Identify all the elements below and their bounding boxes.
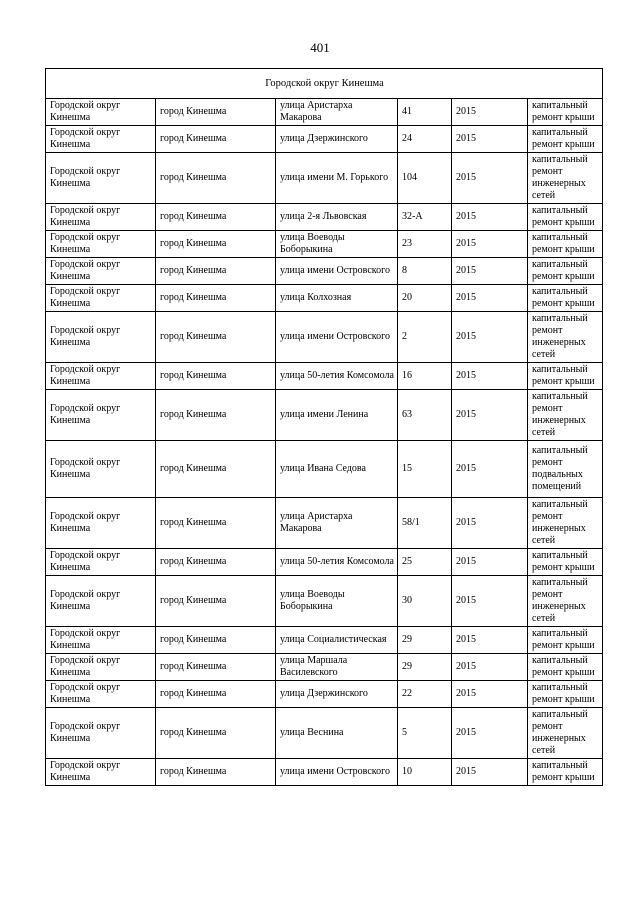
work-type-cell: капитальный ремонт инженерных сетей — [528, 708, 603, 759]
work-type-cell: капитальный ремонт крыши — [528, 204, 603, 231]
city-cell: город Кинешма — [156, 549, 276, 576]
district-cell: Городской округ Кинешма — [46, 549, 156, 576]
city-cell: город Кинешма — [156, 99, 276, 126]
district-cell: Городской округ Кинешма — [46, 759, 156, 786]
district-cell: Городской округ Кинешма — [46, 708, 156, 759]
table-row — [46, 654, 603, 681]
street-cell: улица имени Островского — [276, 258, 398, 285]
table-row — [46, 285, 603, 312]
city-cell: город Кинешма — [156, 126, 276, 153]
street-cell: улица Ивана Седова — [276, 441, 398, 498]
page-number: 401 — [310, 40, 330, 55]
house-number-cell: 2 — [398, 312, 452, 363]
table-row — [46, 576, 603, 627]
house-number-cell: 63 — [398, 390, 452, 441]
district-header-row — [46, 69, 603, 99]
year-cell: 2015 — [452, 654, 528, 681]
work-type-cell: капитальный ремонт крыши — [528, 363, 603, 390]
year-cell: 2015 — [452, 681, 528, 708]
table-row — [46, 363, 603, 390]
street-cell: улица имени Островского — [276, 312, 398, 363]
work-type-cell: капитальный ремонт инженерных сетей — [528, 153, 603, 204]
work-type-cell: капитальный ремонт крыши — [528, 126, 603, 153]
house-number-cell: 23 — [398, 231, 452, 258]
street-cell: улица 50-летия Комсомола — [276, 363, 398, 390]
city-cell: город Кинешма — [156, 441, 276, 498]
house-number-cell: 16 — [398, 363, 452, 390]
house-number-cell: 30 — [398, 576, 452, 627]
table-row — [46, 312, 603, 363]
year-cell: 2015 — [452, 708, 528, 759]
district-cell: Городской округ Кинешма — [46, 258, 156, 285]
table-row — [46, 231, 603, 258]
district-cell: Городской округ Кинешма — [46, 576, 156, 627]
house-number-cell: 29 — [398, 627, 452, 654]
year-cell: 2015 — [452, 312, 528, 363]
district-cell: Городской округ Кинешма — [46, 153, 156, 204]
year-cell: 2015 — [452, 363, 528, 390]
table-row — [46, 204, 603, 231]
district-header: Городской округ Кинешма — [46, 69, 603, 99]
house-number-cell: 10 — [398, 759, 452, 786]
street-cell: улица Аристарха Макарова — [276, 99, 398, 126]
district-cell: Городской округ Кинешма — [46, 231, 156, 258]
district-cell: Городской округ Кинешма — [46, 312, 156, 363]
city-cell: город Кинешма — [156, 627, 276, 654]
district-cell: Городской округ Кинешма — [46, 363, 156, 390]
table-row — [46, 99, 603, 126]
work-type-cell: капитальный ремонт инженерных сетей — [528, 498, 603, 549]
house-number-cell: 25 — [398, 549, 452, 576]
street-cell: улица имени Ленина — [276, 390, 398, 441]
street-cell: улица имени Островского — [276, 759, 398, 786]
house-number-cell: 58/1 — [398, 498, 452, 549]
table-row — [46, 627, 603, 654]
district-cell: Городской округ Кинешма — [46, 390, 156, 441]
street-cell: улица Дзержинского — [276, 126, 398, 153]
table-row — [46, 258, 603, 285]
district-cell: Городской округ Кинешма — [46, 99, 156, 126]
year-cell: 2015 — [452, 204, 528, 231]
city-cell: город Кинешма — [156, 285, 276, 312]
street-cell: улица имени М. Горького — [276, 153, 398, 204]
street-cell: улица Аристарха Макарова — [276, 498, 398, 549]
year-cell: 2015 — [452, 285, 528, 312]
table-row — [46, 708, 603, 759]
street-cell: улица 2-я Львовская — [276, 204, 398, 231]
district-cell: Городской округ Кинешма — [46, 498, 156, 549]
street-cell: улица Воеводы Боборыкина — [276, 576, 398, 627]
work-type-cell: капитальный ремонт крыши — [528, 759, 603, 786]
house-number-cell: 104 — [398, 153, 452, 204]
city-cell: город Кинешма — [156, 231, 276, 258]
house-number-cell: 8 — [398, 258, 452, 285]
work-type-cell: капитальный ремонт подвальных помещений — [528, 441, 603, 498]
year-cell: 2015 — [452, 576, 528, 627]
work-type-cell: капитальный ремонт крыши — [528, 549, 603, 576]
district-cell: Городской округ Кинешма — [46, 627, 156, 654]
year-cell: 2015 — [452, 126, 528, 153]
table-row — [46, 759, 603, 786]
city-cell: город Кинешма — [156, 258, 276, 285]
table-row — [46, 126, 603, 153]
house-number-cell: 20 — [398, 285, 452, 312]
district-cell: Городской округ Кинешма — [46, 285, 156, 312]
city-cell: город Кинешма — [156, 681, 276, 708]
house-number-cell: 24 — [398, 126, 452, 153]
table-row — [46, 390, 603, 441]
house-number-cell: 5 — [398, 708, 452, 759]
house-number-cell: 22 — [398, 681, 452, 708]
city-cell: город Кинешма — [156, 390, 276, 441]
table-row — [46, 153, 603, 204]
city-cell: город Кинешма — [156, 204, 276, 231]
year-cell: 2015 — [452, 153, 528, 204]
year-cell: 2015 — [452, 99, 528, 126]
city-cell: город Кинешма — [156, 708, 276, 759]
city-cell: город Кинешма — [156, 312, 276, 363]
year-cell: 2015 — [452, 627, 528, 654]
street-cell: улица Колхозная — [276, 285, 398, 312]
registry-table — [45, 68, 603, 786]
house-number-cell: 41 — [398, 99, 452, 126]
work-type-cell: капитальный ремонт крыши — [528, 231, 603, 258]
street-cell: улица Маршала Василевского — [276, 654, 398, 681]
house-number-cell: 29 — [398, 654, 452, 681]
work-type-cell: капитальный ремонт крыши — [528, 654, 603, 681]
registry-body — [46, 69, 603, 786]
table-row — [46, 441, 603, 498]
city-cell: город Кинешма — [156, 498, 276, 549]
district-cell: Городской округ Кинешма — [46, 204, 156, 231]
district-cell: Городской округ Кинешма — [46, 654, 156, 681]
city-cell: город Кинешма — [156, 654, 276, 681]
city-cell: город Кинешма — [156, 363, 276, 390]
work-type-cell: капитальный ремонт крыши — [528, 258, 603, 285]
year-cell: 2015 — [452, 549, 528, 576]
street-cell: улица Веснина — [276, 708, 398, 759]
table-row — [46, 681, 603, 708]
table-row — [46, 549, 603, 576]
work-type-cell: капитальный ремонт инженерных сетей — [528, 390, 603, 441]
table-row — [46, 498, 603, 549]
work-type-cell: капитальный ремонт инженерных сетей — [528, 312, 603, 363]
street-cell: улица 50-летия Комсомола — [276, 549, 398, 576]
street-cell: улица Социалистическая — [276, 627, 398, 654]
district-cell: Городской округ Кинешма — [46, 441, 156, 498]
work-type-cell: капитальный ремонт крыши — [528, 627, 603, 654]
city-cell: город Кинешма — [156, 576, 276, 627]
year-cell: 2015 — [452, 441, 528, 498]
house-number-cell: 32-А — [398, 204, 452, 231]
year-cell: 2015 — [452, 231, 528, 258]
work-type-cell: капитальный ремонт крыши — [528, 681, 603, 708]
street-cell: улица Воеводы Боборыкина — [276, 231, 398, 258]
city-cell: город Кинешма — [156, 759, 276, 786]
district-cell: Городской округ Кинешма — [46, 126, 156, 153]
house-number-cell: 15 — [398, 441, 452, 498]
city-cell: город Кинешма — [156, 153, 276, 204]
work-type-cell: капитальный ремонт крыши — [528, 285, 603, 312]
street-cell: улица Дзержинского — [276, 681, 398, 708]
work-type-cell: капитальный ремонт крыши — [528, 99, 603, 126]
district-cell: Городской округ Кинешма — [46, 681, 156, 708]
year-cell: 2015 — [452, 759, 528, 786]
year-cell: 2015 — [452, 258, 528, 285]
work-type-cell: капитальный ремонт инженерных сетей — [528, 576, 603, 627]
year-cell: 2015 — [452, 498, 528, 549]
year-cell: 2015 — [452, 390, 528, 441]
